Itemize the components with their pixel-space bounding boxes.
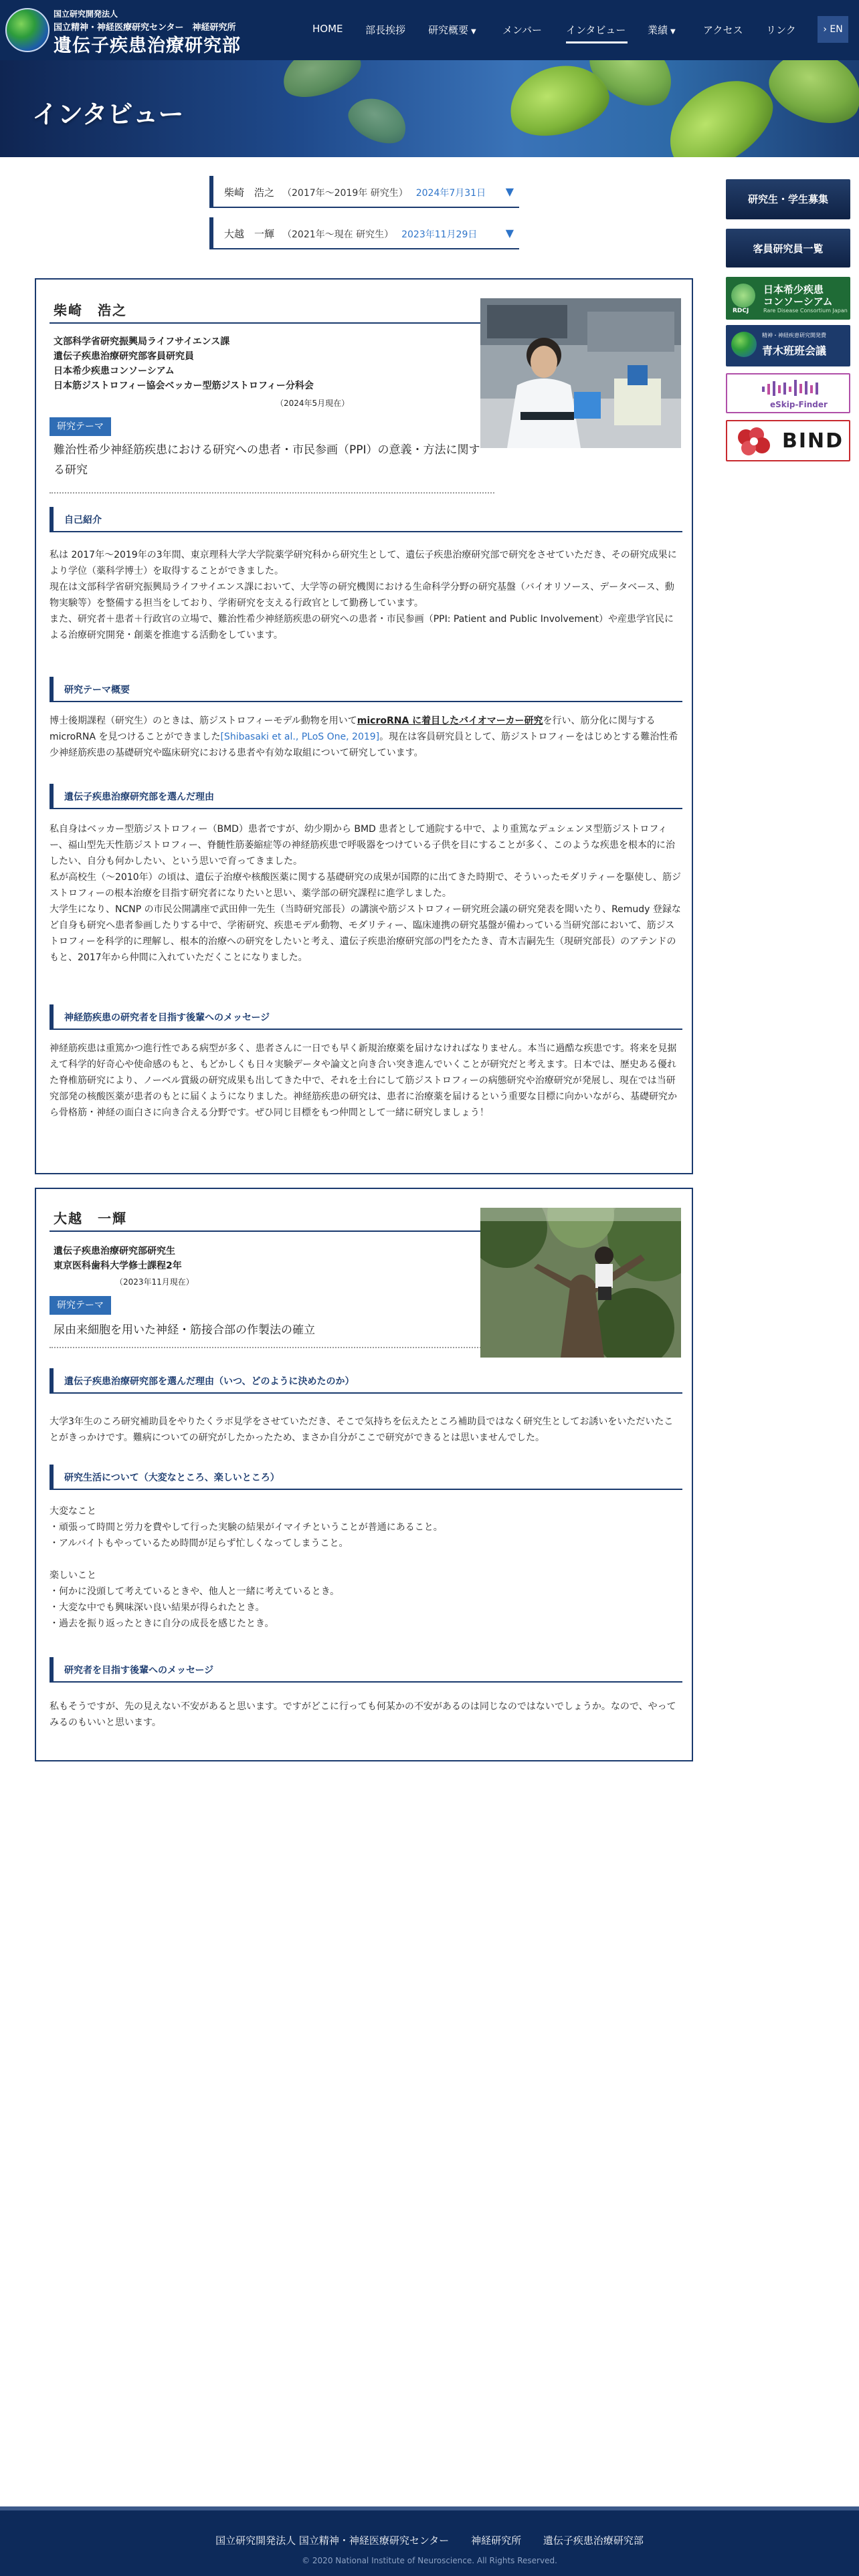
leaf-decoration [761, 60, 859, 134]
nav-publications[interactable]: 業績 ▼ [648, 24, 676, 36]
selector-date: 2023年11月29日 [401, 229, 478, 240]
name-underline [50, 1230, 494, 1232]
nav-home[interactable]: HOME [312, 23, 343, 35]
interview-card-shibasaki [35, 278, 693, 1174]
section-heading: 遺伝子疾患治療研究部を選んだ理由（いつ、どのように決めたのか） [50, 1368, 682, 1394]
name-underline [50, 322, 494, 324]
interview-selector-okoshi[interactable] [209, 217, 519, 249]
bind-banner[interactable] [726, 420, 850, 461]
footer-links [0, 2533, 859, 2547]
section-heading: 研究者を目指す後輩へのメッセージ [50, 1657, 682, 1683]
site-title[interactable]: 遺伝子疾患治療研究部 [54, 35, 241, 56]
nav-greeting[interactable]: 部長挨拶 [365, 24, 406, 36]
affiliation-list: 文部科学省研究振興局ライフサイエンス課 遺伝子疾患治療研究部客員研究員 日本希少疾患コンソーシアム 日本筋ジストロフィー協会ベッカー型筋ジストロフィー分科会 [54, 336, 314, 391]
section-body: 大変なこと ・頑張って時間と労力を費やして行った実験の結果がイマイチということが普通にあること。 ・アルバイトもやっているため時間が足らず忙しくなってしまうこと。 楽しいこと ・何かに没頭して考えているときや、他人と一緒に考えているとき。 ・大変な中でも興味深い良い結果が得られたとき。 ・過去を振り返ったときに自分の成長を感じたとき。 [50, 1506, 443, 1629]
page-title: インタビュー [32, 100, 184, 129]
selector-period: （2021年〜現在 研究生） [282, 229, 394, 240]
divider [50, 492, 494, 494]
nav-links[interactable]: リンク [766, 24, 796, 36]
eskip-label: eSkip-Finder [770, 400, 828, 409]
rdcj-title-1: 日本希少疾患 [763, 284, 824, 296]
dna-icon [761, 380, 821, 397]
person-photo [480, 1208, 681, 1358]
footer-link-ncnp[interactable]: 国立研究開発法人 国立精神・神経医療研究センター [215, 2535, 450, 2547]
reference-link[interactable]: [Shibasaki et al., PLoS One, 2019] [220, 732, 380, 742]
section-heading: 自己紹介 [50, 507, 682, 532]
footer-link-department[interactable]: 遺伝子疾患治療研究部 [543, 2535, 644, 2547]
affiliation-date: （2023年11月現在） [115, 1277, 194, 1287]
section-heading: 神経筋疾患の研究者を目指す後輩へのメッセージ [50, 1004, 682, 1030]
english-button[interactable]: › EN [818, 16, 848, 43]
guest-researchers-button[interactable]: 客員研究員一覧 [726, 229, 850, 267]
affiliation-date: （2024年5月現在） [276, 399, 350, 408]
page-banner [0, 60, 859, 157]
research-theme-text: 尿由来細胞を用いた神経・筋接合部の作製法の確立 [54, 1323, 315, 1337]
logo-line-1: 国立研究開発法人 [54, 9, 118, 19]
nav-access[interactable]: アクセス [703, 24, 743, 36]
selector-name: 大越 一輝 [224, 228, 275, 240]
rdcj-subtitle: Rare Disease Consortium Japan [763, 308, 848, 314]
selector-period: （2017年〜2019年 研究生） [282, 188, 408, 199]
section-body: 私は 2017年〜2019年の3年間、東京理科大学大学院薬学研究科から研究生として、遺伝子疾患治療研究部で研究をさせていただき、その研究成果により学位（薬科学博士）を取得することができました。 現在は文部科学省研究振興局ライフサイエンス課において、大学等の研究機関における生命科学分野の研究基盤（バイオリソース、データベース、動物実験等）を整備する担当をしており、学術研究を支える行政官として勤務しています。 また、研究者＋患者＋行政官の立場で、難治性希少神経筋疾患の研究への患者・市民参画（PPI: Patient and Public Involvement）や産患学官民による治療研究開発・創薬を推進する活動をしています。 [50, 550, 677, 641]
triangle-down-icon: ▼ [505, 227, 514, 239]
leaf-decoration [276, 60, 367, 106]
section-body: 私もそうですが、先の見えない不安があると思います。ですがどこに行っても何某かの不安があるのは同じなのではないでしょうか。なので、やってみるのもいいと思います。 [50, 1701, 676, 1728]
person-photo [480, 298, 681, 448]
institute-logo[interactable] [5, 8, 50, 52]
site-footer [0, 2510, 859, 2576]
triangle-down-icon: ▼ [505, 185, 514, 198]
nav-members[interactable]: メンバー [502, 24, 542, 36]
interview-card-okoshi [35, 1188, 693, 1761]
nav-research[interactable]: 研究概要 ▼ [428, 24, 476, 36]
person-name: 柴崎 浩之 [54, 302, 127, 318]
institute-logo-icon [731, 332, 757, 357]
section-body: 大学3年生のころ研究補助員をやりたくラボ見学をさせていただき、そこで気持ちを伝えたところ補助員ではなく研究生としてお誘いをいただいたことがきっかけです。難病についての研究がしたかったため、まさか自分がここで研究ができるとは思いませんでした。 [50, 1416, 674, 1443]
aoki-title: 青木班班会議 [762, 344, 827, 357]
leaf-decoration [343, 90, 414, 151]
selector-date: 2024年7月31日 [415, 188, 486, 199]
section-heading: 遺伝子疾患治療研究部を選んだ理由 [50, 784, 682, 809]
research-theme-badge: 研究テーマ [50, 1296, 111, 1315]
divider [50, 1347, 494, 1348]
section-heading: 研究生活について（大変なところ、楽しいところ） [50, 1465, 682, 1490]
affiliation-list: 遺伝子疾患治療研究部研究生 東京医科歯科大学修士課程2年 [54, 1246, 182, 1271]
interview-selector-shibasaki[interactable] [209, 176, 519, 208]
section-body: 神経筋疾患は重篤かつ進行性である病型が多く、患者さんに一日でも早く新規治療薬を届けなければなりません。本当に過酷な疾患です。将来を見据えて科学的好奇心や使命感のもと、もどかしくも日々実験データや論文と向き合い突き進んでいくことが研究だと考えます。日本では、歴史ある優れた脊椎筋研究により、ノーベル賞級の研究成果も出してきた中で、それを土台にして筋ジストロフィーの病態研究や治療研究が発展し、現在では当研究部発の核酸医薬が患者のもとに届くようになりました。神経筋疾患の研究は、患者に治療薬を届けるという重要な目標に向かいながら、基礎研究から骨格筋・神経の面白さに向き合える分野です。ぜひ同じ目標をもつ仲間として一緒に研究しましょう！ [50, 1043, 677, 1118]
research-theme-badge: 研究テーマ [50, 417, 111, 436]
research-link[interactable]: microRNA に着目したバイオマーカー研究 [357, 716, 543, 726]
site-header [0, 0, 859, 60]
rdcj-title-2: コンソーシアム [763, 296, 833, 308]
footer-link-neuroscience[interactable]: 神経研究所 [471, 2535, 522, 2547]
person-name: 大越 一輝 [54, 1210, 127, 1226]
leaf-decoration [652, 61, 787, 157]
section-body: 博士後期課程（研究生）のときは、筋ジストロフィーモデル動物を用いてmicroRNA に着目したバイオマーカー研究を行い、筋分化に関与する microRNA を見つけることができました[Shibasaki et al., PLoS One, 2019]。現在は客員研究員として、筋ジストロフィーをはじめとする難治性希少神経筋疾患の基礎研究や臨床研究における患者や有効な取組について研究しています。 [50, 716, 678, 758]
research-theme-text: 難治性希少神経筋疾患における研究への患者・市民参画（PPI）の意義・方法に関する研究 [54, 443, 480, 477]
aoki-meeting-banner[interactable] [726, 325, 850, 366]
section-body: 私自身はベッカー型筋ジストロフィー（BMD）患者ですが、幼少期から BMD 患者として通院する中で、より重篤なデュシェンヌ型筋ジストロフィー、福山型先天性筋ジストロフィー、脊髄性筋萎縮症等の神経筋疾患で呼吸器をつけている子供を目にすることが多く、このような疾患を根本的に治したい、自分も何かしたい、という思いで育ってきました。 私が高校生（〜2010年）の頃は、遺伝子治療や核酸医薬に関する基礎研究の成果が国際的に出てきた時期で、そういったモダリティーを駆使し、筋ジストロフィーの根本治療を目指す研究者になりたいと思い、薬学部の研究課程に進学しました。 大学生になり、NCNP の市民公開講座で武田伸一先生（当時研究部長）の講演や筋ジストロフィー研究班会議の研究発表を聞いたり、Remudy 登録など自身も研究へ患者参画したりする中で、学術研究、疾患モデル動物、モダリティー、臨床連携の研究基盤が備わっている当研究部において、筋ジストロフィーを科学的に理解し、根本的治療への研究をしたいと考え、遺伝子疾患治療研究部の門をたたき、青木吉嗣先生（現研究部長）のアテンドのもと、2017年から仲間に入れていただくことになりました。 [50, 824, 681, 963]
bind-label: BIND [782, 429, 844, 453]
aoki-subtitle: 精神・神経疾患研究開発費 [762, 332, 826, 338]
selector-name: 柴崎 浩之 [224, 187, 275, 199]
rdcj-abbr: RDCJ [733, 308, 749, 314]
section-heading: 研究テーマ概要 [50, 677, 682, 702]
rdcj-logo-icon [731, 284, 755, 308]
nav-active-indicator [566, 41, 628, 43]
copyright: © 2020 National Institute of Neuroscience. All Rights Reserved. [302, 2556, 557, 2565]
nav-interview[interactable]: インタビュー [566, 24, 626, 36]
recruit-button[interactable]: 研究生・学生募集 [726, 179, 850, 219]
chevron-down-icon: ▼ [670, 28, 676, 35]
eskip-finder-banner[interactable] [726, 373, 850, 413]
logo-line-2: 国立精神・神経医療研究センター 神経研究所 [54, 23, 236, 33]
rdcj-banner[interactable] [726, 277, 850, 320]
chevron-down-icon: ▼ [471, 28, 476, 35]
bind-logo-icon [733, 425, 773, 457]
